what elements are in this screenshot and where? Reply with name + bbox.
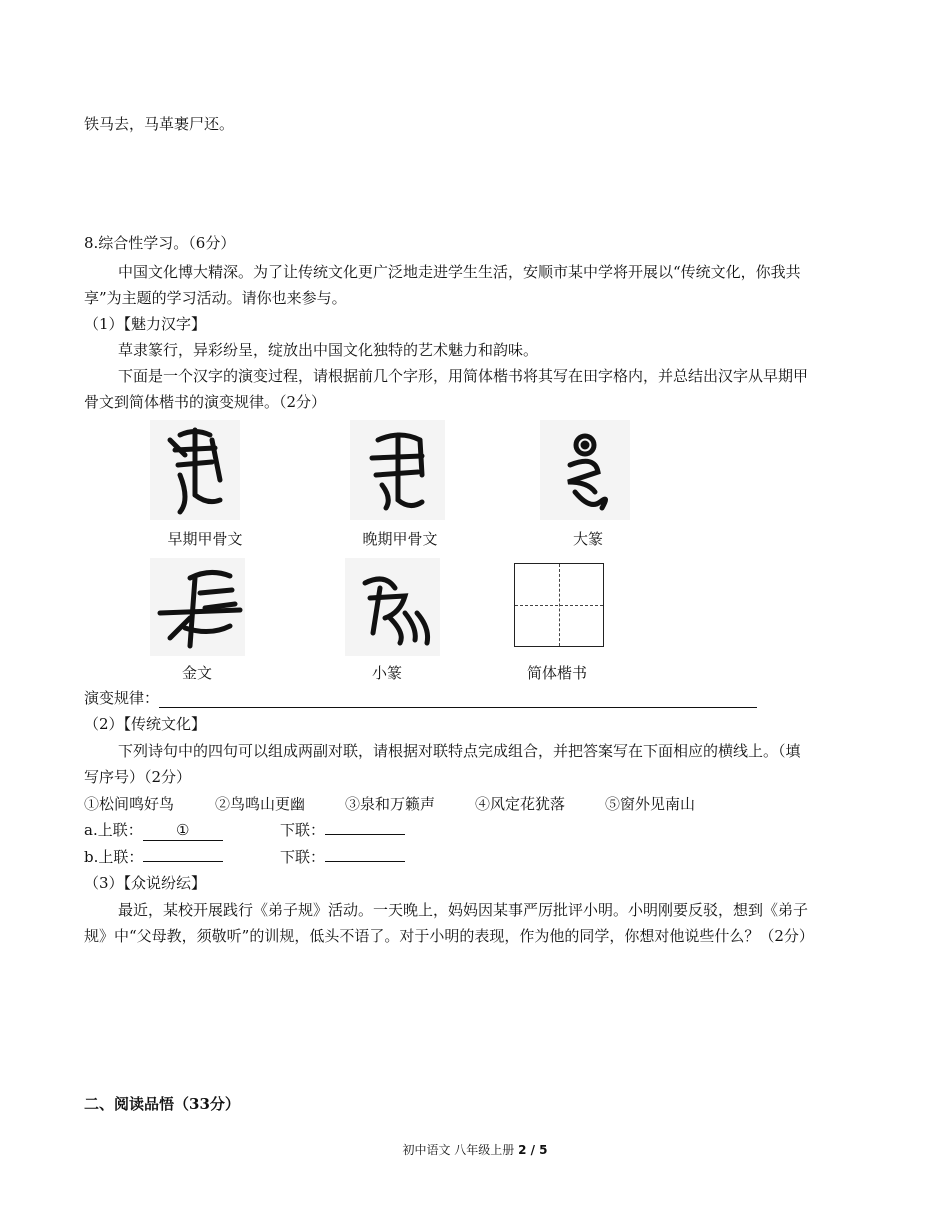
bronze-glyph-image: [150, 558, 245, 656]
couplet-b-lower-row: [280, 847, 405, 867]
couplet-a-upper-answer[interactable]: ①: [143, 820, 223, 841]
tian-grid-answer-box[interactable]: [514, 563, 604, 647]
evolution-rule-answer-line[interactable]: [159, 691, 757, 708]
intro-line-1: 中国文化博大精深。为了让传统文化更广泛地走进学生生活，安顺市某中学将开展以“传统文化，你我共: [118, 263, 801, 281]
part1-text-2: 下面是一个汉字的演变过程，请根据前几个字形，用简体楷书将其写在田字格内，并总结出汉字从早期甲: [118, 367, 809, 385]
caption-early-oracle: 早期甲骨文: [167, 530, 243, 548]
couplet-a-upper-label: a.上联：: [84, 821, 143, 839]
couplet-b-upper-label: b.上联：: [84, 848, 144, 866]
couplet-a-lower-row: [280, 820, 405, 840]
evolution-rule-row: [84, 688, 757, 708]
caption-bronze: 金文: [181, 664, 212, 682]
footer-text: 初中语文 八年级上册: [402, 1143, 519, 1157]
poem-option-3: ③泉和万籁声: [345, 795, 436, 813]
part2-text-2: 写序号）（2分）: [84, 768, 192, 786]
page-footer: [0, 1141, 950, 1158]
caption-large-seal: 大篆: [572, 530, 603, 548]
couplet-b-lower-answer[interactable]: [325, 861, 405, 862]
caption-late-oracle: 晚期甲骨文: [362, 530, 438, 548]
part2-heading: （2）【传统文化】: [84, 715, 207, 733]
section-2-title: 二、阅读品悟（33分）: [84, 1095, 240, 1113]
grid-vertical-dashed-line: [559, 564, 560, 646]
caption-small-seal: 小篆: [371, 664, 402, 682]
poem-option-1: ①松间鸣好鸟: [84, 795, 175, 813]
caption-regular-script: 简体楷书: [526, 664, 587, 682]
early-oracle-glyph-image: [150, 420, 240, 520]
couplet-b-upper-answer[interactable]: [143, 861, 223, 862]
large-seal-glyph-image: [540, 420, 630, 520]
part1-heading: （1）【魅力汉字】: [84, 315, 207, 333]
part2-text-1: 下列诗句中的四句可以组成两副对联，请根据对联特点完成组合，并把答案写在下面相应的横线上。（填: [118, 742, 801, 760]
part3-text-2: 规》中“父母教，须敬听”的训规，低头不语了。对于小明的表现，作为他的同学，你想对他说些什么？（2分）: [84, 927, 814, 945]
part1-text-1: 草隶篆行，异彩纷呈，绽放出中国文化独特的艺术魅力和韵味。: [118, 341, 539, 359]
question-8-title: 8.综合性学习。（6分）: [84, 234, 236, 252]
evolution-rule-label: 演变规律：: [84, 689, 160, 707]
poem-option-2: ②鸟鸣山更幽: [215, 795, 306, 813]
intro-line-2: 享”为主题的学习活动。请你也来参与。: [84, 289, 347, 307]
poem-option-4: ④风定花犹落: [475, 795, 566, 813]
couplet-b-row: [84, 847, 223, 867]
part1-text-3: 骨文到简体楷书的演变规律。（2分）: [84, 393, 327, 411]
couplet-a-row: [84, 820, 223, 841]
couplet-a-lower-answer[interactable]: [325, 834, 405, 835]
part3-heading: （3）【众说纷纭】: [84, 874, 207, 892]
couplet-a-lower-label: 下联：: [280, 821, 326, 839]
page-number: 2 / 5: [518, 1143, 548, 1157]
small-seal-glyph-image: [345, 558, 440, 656]
part3-text-1: 最近，某校开展践行《弟子规》活动。一天晚上，妈妈因某事严厉批评小明。小明刚要反驳，想到《弟子: [118, 901, 809, 919]
couplet-b-lower-label: 下联：: [280, 848, 326, 866]
previous-text: 铁马去，马革裹尸还。: [84, 115, 235, 133]
poem-option-5: ⑤窗外见南山: [605, 795, 696, 813]
late-oracle-glyph-image: [350, 420, 445, 520]
